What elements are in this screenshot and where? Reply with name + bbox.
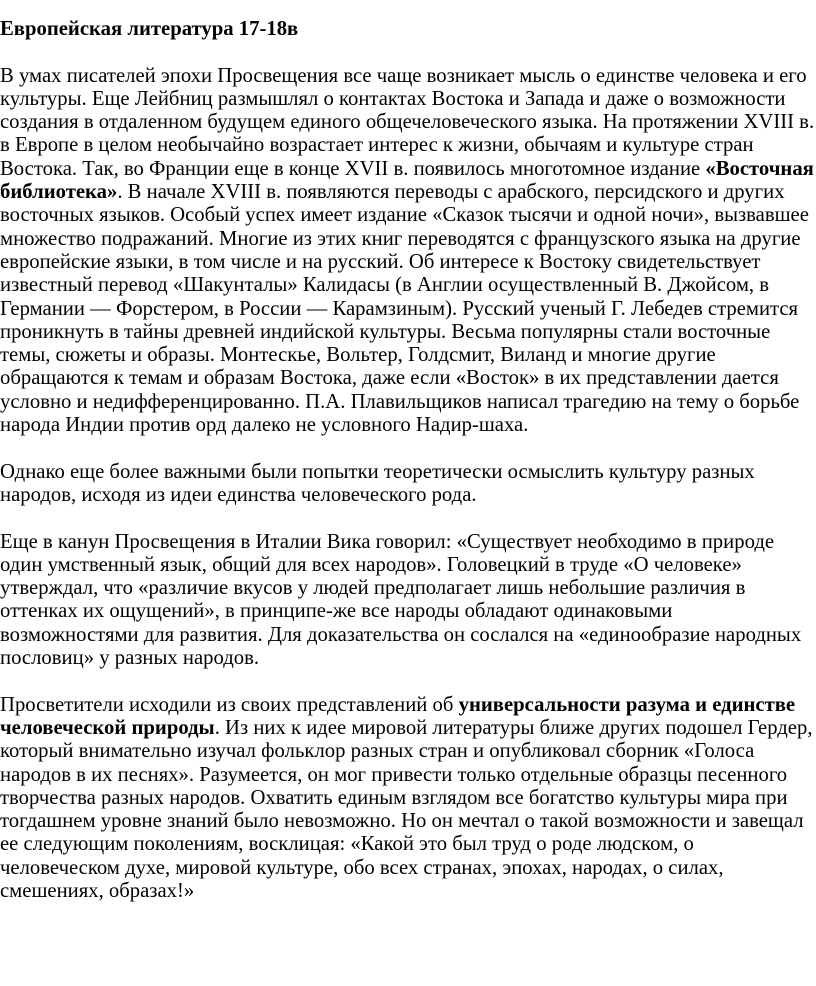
paragraph-text: Однако еще более важными были попытки теоретически осмыслить культуру разных народов, исходя из идеи единства человеческого рода. [0,460,755,506]
paragraph-text: . В начале XVIII в. появляются переводы с арабского, персидского и других восточных языков. Особый успех имеет издание «Сказок тысячи и одной ночи», вызвавшее множество подражаний. Многие из этих книг переводятся с французского языка на другие европейские языки, в том числе и на русский. Об интересе к Востоку свидетельствует известный перевод «Шакунталы» Калидасы (в Англии осуществленный В. Джойсом, в Германии — Форстером, в России — Карамзиным). Русский ученый Г. Лебедев стремится проникнуть в тайны древней индийской культуры. Весьма популярны стали восточные темы, сюжеты и образы. Монтескье, Вольтер, Голдсмит, Виланд и многие другие обращаются к темам и образам Востока, даже если «Восток» в их представлении дается условно и недифференцированно. П.А. Плавильщиков написал трагедию на тему о борьбе народа Индии против орд далеко не условного Надир-шаха. [0,181,809,437]
paragraph-theoretical-attempts [0,461,816,508]
bold-phrase-universality: универсальности разума и единстве человеческой природы [0,693,796,739]
bold-phrase-eastern-library: «Восточная библиотека» [0,157,814,204]
document-page [0,18,816,903]
paragraph-herder [0,694,816,904]
paragraph-text: В умах писателей эпохи Просвещения все чаще возникает мысль о единстве человека и его культуры. Еще Лейбниц размышлял о контактах Востока и Запада и даже о возможности создания в отдаленном будущем единого общечеловеческого языка. На протяжении XVIII в. в Европе в целом необычайно возрастает интерес к жизни, обычаям и культуре стран Востока. Так, во Франции еще в конце XVII в. появилось многотомное издание [0,64,815,180]
paragraph-eastern-interest [0,65,816,438]
document-title: Европейская литература 17-18в [0,18,299,40]
paragraph-text: Еще в канун Просвещения в Италии Вика говорил: «Существует необходимо в природе один умственный язык, общий для всех народов». Головецкий в труде «О человеке» утверждал, что «различие вкусов у людей предполагает лишь небольшие различия в оттенках их ощущений», в принципе-же все народы обладают одинаковыми возможностями для развития. Для доказательства он сослался на «единообразие народных пословиц» у разных народов. [0,530,802,670]
paragraph-vico-helvetius [0,531,816,671]
paragraph-text: Просветители исходили из своих представлений об [0,693,459,716]
paragraph-text: . Из них к идее мировой литературы ближе других подошел Гердер, который внимательно изучал фольклор разных стран и опубликовал сборник «Голоса народов в их песнях». Разумеется, он мог привести только отдельные образцы песенного творчества разных народов. Охватить единым взглядом все богатство культуры мира при тогдашнем уровне знаний было невозможно. Но он мечтал о такой возможности и завещал ее следующим поколениям, восклицая: «Какой это был труд о роде людском, о человеческом духе, мировой культуре, обо всех странах, эпохах, народах, о силах, смешениях, образах!» [0,716,813,902]
